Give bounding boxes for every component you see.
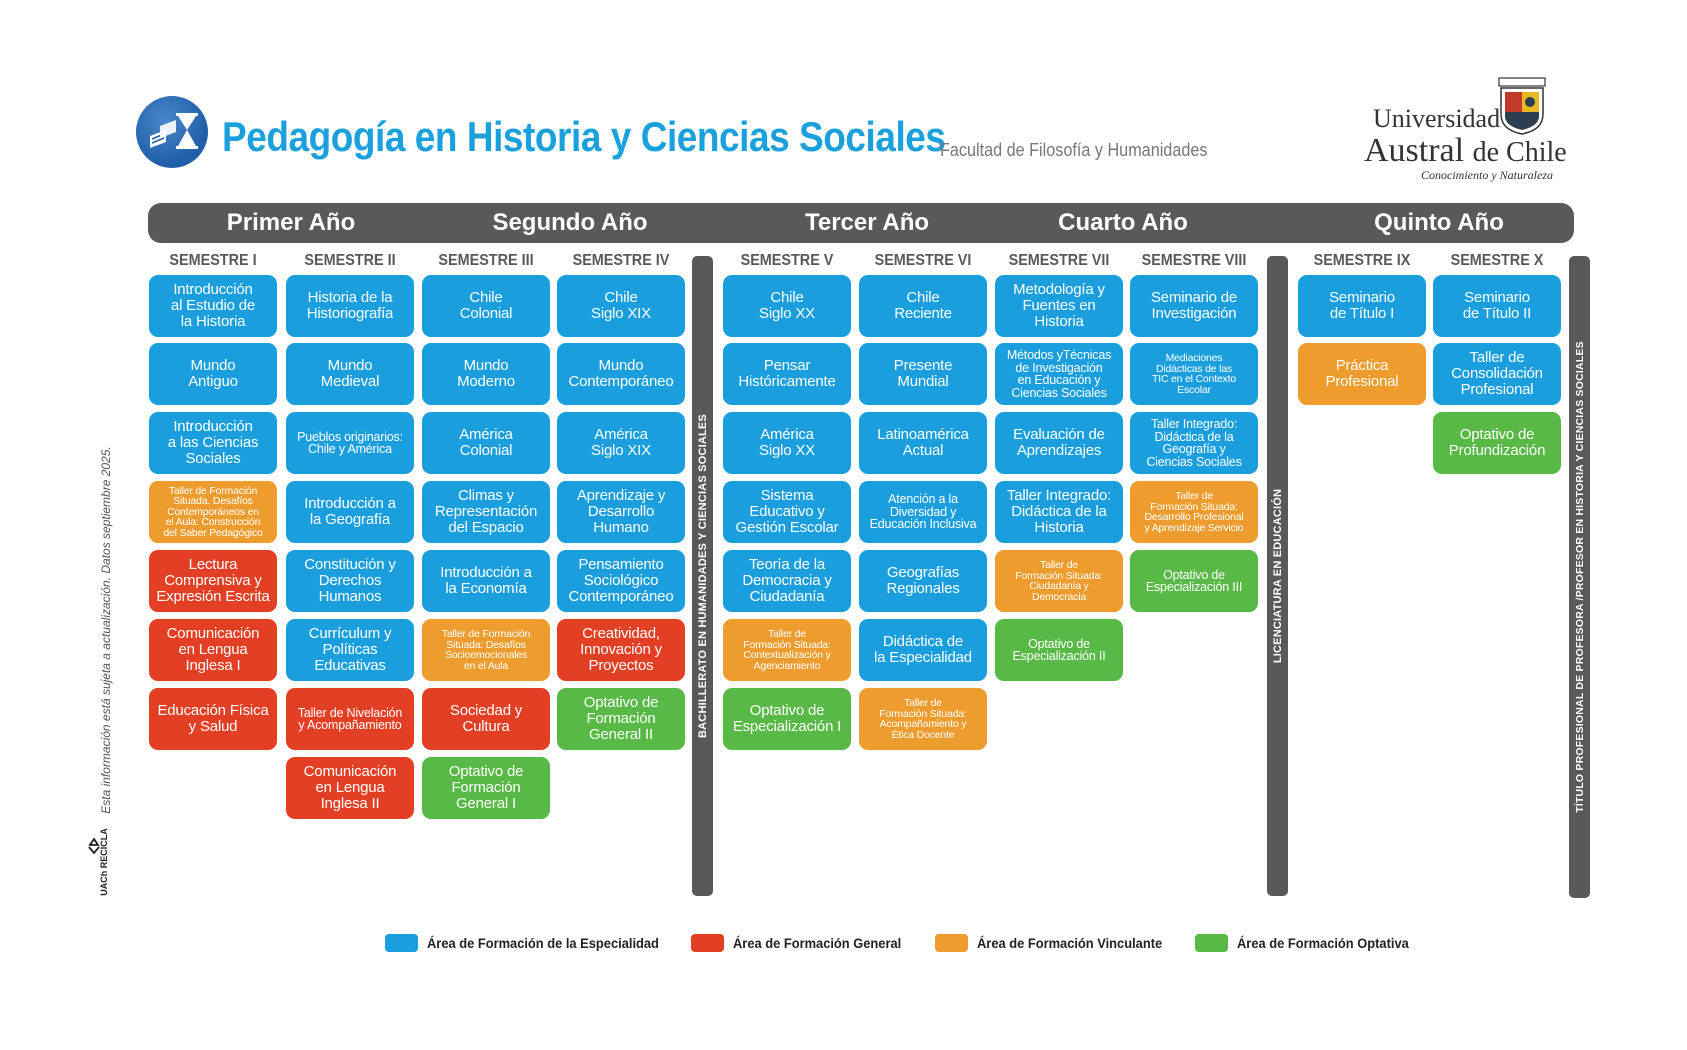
year-label-2: Segundo Año (492, 209, 648, 236)
course-box: Sociedad y Cultura (422, 688, 550, 750)
faculty-name: Facultad de Filosofía y Humanidades (940, 140, 1208, 160)
course-box: Introducción a la Economía (422, 550, 550, 612)
course-box: Teoría de la Democracia y Ciudadanía (723, 550, 851, 612)
course-box: Currículum y Políticas Educativas (286, 619, 414, 681)
course-box: Taller Integrado: Didáctica de la Historia (995, 481, 1123, 543)
degree-bar-licenciatura (1267, 256, 1288, 896)
legend-label: Área de Formación de la Especialidad (427, 935, 659, 951)
course-box: América Siglo XIX (557, 412, 685, 474)
course-box: Optativo de Formación General II (557, 688, 685, 750)
program-logo-icon (136, 96, 208, 168)
course-box: Creatividad, Innovación y Proyectos (557, 619, 685, 681)
university-motto: Conocimiento y Naturaleza (1421, 168, 1553, 182)
degree-label-licenciatura: LICENCIATURA EN EDUCACIÓN (1271, 488, 1284, 664)
course-box: Chile Siglo XX (723, 275, 851, 337)
course-box: Atención a la Diversidad y Educación Inclusiva (859, 481, 987, 543)
course-box: Sistema Educativo y Gestión Escolar (723, 481, 851, 543)
legend-swatch-general (691, 934, 724, 952)
course-box: Taller de Formación Situada: Desarrollo Profesional y Aprendizaje Servicio (1130, 481, 1258, 543)
legend-label: Área de Formación Optativa (1237, 935, 1409, 951)
course-box: Latinoamérica Actual (859, 412, 987, 474)
degree-label-titulo: TÍTULO PROFESIONAL DE PROFESORA /PROFESOR EN HISTORIA Y CIENCIAS SOCIALES (1573, 341, 1586, 813)
legend-item-optativa (1195, 932, 1424, 954)
course-box: Taller Integrado: Didáctica de la Geografía y Ciencias Sociales (1130, 412, 1258, 474)
course-box: Climas y Representación del Espacio (422, 481, 550, 543)
side-note: Esta información está sujeta a actualización. Datos septiembre 2025. (99, 446, 113, 814)
course-box: Evaluación de Aprendizajes (995, 412, 1123, 474)
course-box: Presente Mundial (859, 343, 987, 405)
semester-label: SEMESTRE V (740, 252, 834, 269)
university-name-line1: Universidad (1373, 104, 1501, 133)
course-box: Metodología y Fuentes en Historia (995, 275, 1123, 337)
course-box: Optativo de Especialización II (995, 619, 1123, 681)
course-box: Chile Colonial (422, 275, 550, 337)
semester-label: SEMESTRE IX (1313, 252, 1411, 269)
degree-bar-titulo (1569, 256, 1590, 898)
course-box: Introducción al Estudio de la Historia (149, 275, 277, 337)
course-box: Mundo Medieval (286, 343, 414, 405)
course-box: Taller de Consolidación Profesional (1433, 343, 1561, 405)
course-box: Seminario de Investigación (1130, 275, 1258, 337)
year-label-4: Cuarto Año (1058, 209, 1188, 236)
university-name-austral: Austral (1364, 132, 1465, 169)
course-box: Mundo Contemporáneo (557, 343, 685, 405)
semester-label: SEMESTRE III (438, 252, 534, 269)
course-box: Lectura Comprensiva y Expresión Escrita (149, 550, 277, 612)
course-box: Taller de Formación Situada. Desafíos Contemporáneos en el Aula: Construcción del Saber Pedagógico (149, 481, 277, 543)
university-name-chile: de Chile (1472, 137, 1567, 168)
legend-item-general (691, 932, 916, 954)
course-box: Seminario de Título II (1433, 275, 1561, 337)
course-box: Aprendizaje y Desarrollo Humano (557, 481, 685, 543)
university-crest-icon (1497, 76, 1547, 136)
legend-swatch-especialidad (385, 934, 418, 952)
semester-label: SEMESTRE VI (874, 252, 972, 269)
course-box: Pensar Históricamente (723, 343, 851, 405)
page-title: Pedagogía en Historia y Ciencias Sociales (222, 113, 946, 160)
degree-bar-bachillerato (692, 256, 713, 896)
course-box: Seminario de Título I (1298, 275, 1426, 337)
course-box: Didáctica de la Especialidad (859, 619, 987, 681)
year-label-1: Primer Año (226, 209, 356, 236)
course-box: Taller de Formación Situada: Contextualización y Agenciamiento (723, 619, 851, 681)
course-box: Práctica Profesional (1298, 343, 1426, 405)
course-box: Introducción a la Geografía (286, 481, 414, 543)
course-box: Taller de Formación Situada: Desafíos Socioemocionales en el Aula (422, 619, 550, 681)
degree-label-bachillerato: BACHILLERATO EN HUMANIDADES Y CIENCIAS SOCIALES (696, 414, 709, 738)
course-box: Taller de Formación Situada: Ciudadanía y Democracia (995, 550, 1123, 612)
course-box: Comunicación en Lengua Inglesa I (149, 619, 277, 681)
year-label-5: Quinto Año (1374, 209, 1504, 236)
course-box: Optativo de Especialización I (723, 688, 851, 750)
semester-label: SEMESTRE II (304, 252, 396, 269)
course-box: Mundo Moderno (422, 343, 550, 405)
course-box: Optativo de Formación General I (422, 757, 550, 819)
legend-item-vinculante (935, 932, 1178, 954)
course-box: Chile Siglo XIX (557, 275, 685, 337)
legend-label: Área de Formación General (733, 935, 902, 951)
course-box: Optativo de Especialización III (1130, 550, 1258, 612)
course-box: Optativo de Profundización (1433, 412, 1561, 474)
course-box: América Siglo XX (723, 412, 851, 474)
course-box: Mediaciones Didácticas de las TIC en el Contexto Escolar (1130, 343, 1258, 405)
course-box: América Colonial (422, 412, 550, 474)
course-box: Educación Física y Salud (149, 688, 277, 750)
course-box: Comunicación en Lengua Inglesa II (286, 757, 414, 819)
semester-label: SEMESTRE IV (572, 252, 670, 269)
legend-label: Área de Formación Vinculante (977, 935, 1163, 951)
course-box: Geografías Regionales (859, 550, 987, 612)
course-box: Taller de Nivelación y Acompañamiento (286, 688, 414, 750)
semester-label: SEMESTRE X (1450, 252, 1544, 269)
legend-item-especialidad (385, 932, 679, 954)
course-box: Historia de la Historiografía (286, 275, 414, 337)
university-name-line2 (1364, 132, 1567, 170)
course-box: Chile Reciente (859, 275, 987, 337)
course-box: Mundo Antiguo (149, 343, 277, 405)
course-box: Introducción a las Ciencias Sociales (149, 412, 277, 474)
semester-label: SEMESTRE VIII (1141, 252, 1247, 269)
course-box: Taller de Formación Situada: Acompañamiento y Ética Docente (859, 688, 987, 750)
course-box: Pueblos originarios: Chile y América (286, 412, 414, 474)
semester-label: SEMESTRE VII (1008, 252, 1110, 269)
course-box: Constitución y Derechos Humanos (286, 550, 414, 612)
course-box: Métodos yTécnicas de Investigación en Educación y Ciencias Sociales (995, 343, 1123, 405)
semester-label: SEMESTRE I (169, 252, 257, 269)
year-label-3: Tercer Año (804, 209, 930, 236)
recycle-label: UACh RECICLA (99, 828, 109, 896)
legend-swatch-vinculante (935, 934, 968, 952)
course-box: Pensamiento Sociológico Contemporáneo (557, 550, 685, 612)
legend-swatch-optativa (1195, 934, 1228, 952)
